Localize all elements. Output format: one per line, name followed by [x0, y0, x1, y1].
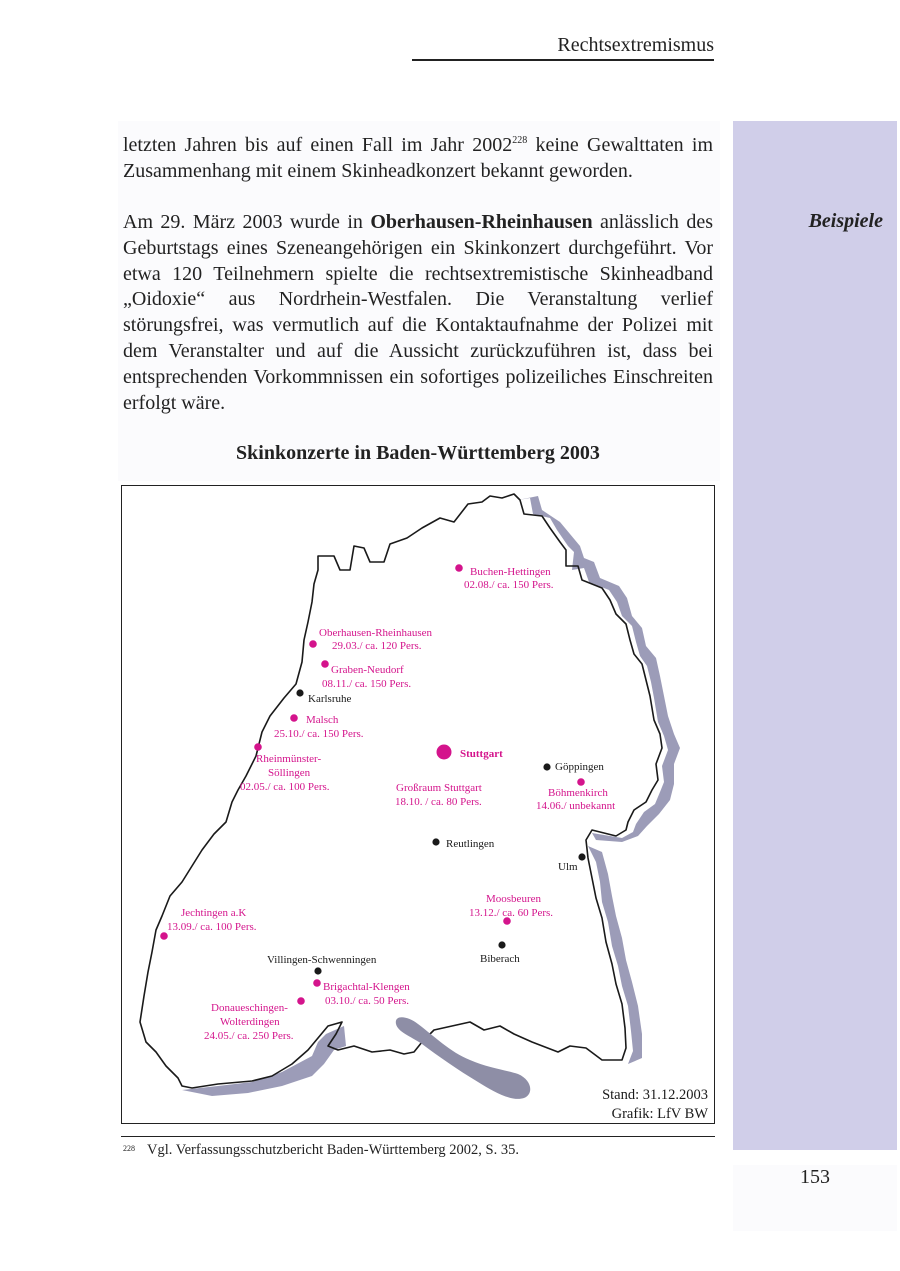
concert-detail: 13.09./ ca. 100 Pers.: [167, 921, 257, 933]
concert-name: Moosbeuren: [486, 893, 541, 905]
concert-name-line-1: Rheinmünster-: [256, 753, 322, 765]
concert-detail: 08.11./ ca. 150 Pers.: [322, 678, 412, 690]
concert-detail: 13.12./ ca. 60 Pers.: [469, 907, 554, 919]
city-label: Villingen-Schwenningen: [267, 954, 377, 966]
concert-jechtingen[interactable]: [160, 907, 257, 940]
concert-detail: 29.03./ ca. 120 Pers.: [332, 640, 422, 652]
paragraph-2-bold-place: Oberhausen-Rheinhausen: [370, 211, 593, 233]
footnote-rule: [121, 1136, 715, 1137]
concert-dot: [160, 932, 168, 940]
paragraph-1-text-a: letzten Jahren bis auf einen Fall im Jahr 2002: [123, 134, 513, 156]
city-label: Ulm: [558, 861, 578, 873]
concert-boehmenkirch[interactable]: [536, 778, 615, 812]
paragraph-1-text-b: keine Gewalttaten im Zusammenhang mit einem Skinheadkonzert bekannt geworden.: [123, 134, 714, 182]
concert-detail: 24.05./ ca. 250 Pers.: [204, 1030, 294, 1042]
concert-grossraum-stuttgart[interactable]: [395, 782, 482, 808]
concert-graben-neudorf[interactable]: [321, 660, 411, 690]
concert-name: Malsch: [306, 714, 339, 726]
footnote-ref[interactable]: 228: [512, 135, 528, 146]
concert-rheinmuenster-soellingen[interactable]: [240, 743, 330, 793]
concert-dot: [455, 564, 463, 572]
concert-buchen-hettingen[interactable]: [455, 564, 554, 591]
concert-name: Buchen-Hettingen: [470, 566, 551, 578]
concert-name: Jechtingen a.K: [181, 907, 247, 919]
concert-dot: [254, 743, 262, 751]
lake-bodensee: [396, 1017, 530, 1099]
city-dot: [314, 967, 321, 974]
city-karlsruhe: [296, 689, 351, 705]
concert-name: Brigachtal-Klengen: [323, 981, 410, 993]
city-dot: [437, 745, 452, 760]
concert-dot: [321, 660, 329, 668]
city-reutlingen: [432, 838, 494, 850]
city-ulm: [558, 853, 586, 873]
concert-name: Graben-Neudorf: [331, 664, 404, 676]
city-goeppingen: [543, 761, 604, 773]
concert-name: Großraum Stuttgart: [396, 782, 482, 794]
page-number: 153: [800, 1166, 830, 1188]
sidebar-band: [733, 121, 897, 1150]
concert-moosbeuren[interactable]: [469, 893, 553, 925]
concert-dot: [297, 997, 305, 1005]
concert-name: Böhmenkirch: [548, 787, 608, 799]
city-label: Reutlingen: [446, 838, 495, 850]
city-label: Biberach: [480, 953, 520, 965]
paragraph-2-text-a: Am 29. März 2003 wurde in: [123, 211, 371, 233]
concert-detail: 25.10./ ca. 150 Pers.: [274, 728, 364, 740]
concert-name: Oberhausen-Rheinhausen: [319, 627, 433, 639]
city-dot: [578, 853, 585, 860]
concert-donaueschingen-wolterdingen[interactable]: [204, 997, 305, 1042]
city-dot: [498, 941, 505, 948]
footnote-number: 228: [123, 1144, 135, 1153]
footnote-text: Vgl. Verfassungsschutzbericht Baden-Württemberg 2002, S. 35.: [147, 1142, 519, 1158]
city-biberach: [480, 941, 520, 965]
paragraph-2-text-b: anlässlich des Geburtstags eines Szeneangehörigen ein Skinkonzert durchgeführt. Vor etwa 120 Teilnehmern spielte die rechtsextremistische Skinheadband „Oidoxie“ aus Nordrhein-Westfalen. Die Veranstaltung verlief störungsfrei, was vermutlich auf die Kontaktaufnahme der Polizei mit dem Veranstalter und auf die Aussicht zurückzuführen ist, dass bei entsprechenden Vorkommnissen ein sofortiges polizeiliches Einschreiten erfolgt wäre.: [123, 211, 713, 414]
concert-oberhausen-rheinhausen[interactable]: [309, 627, 432, 652]
map-figure: [121, 485, 715, 1124]
concert-brigachtal-klengen[interactable]: [313, 979, 410, 1007]
paragraph-2: [123, 210, 713, 416]
city-villingen: [267, 954, 377, 975]
running-header: Rechtsextremismus: [557, 34, 714, 56]
map-grafik: Grafik: LfV BW: [611, 1106, 708, 1122]
concert-name-line-2: Wolterdingen: [220, 1016, 280, 1028]
concert-dot: [309, 640, 317, 648]
concert-dot: [290, 714, 298, 722]
city-dot: [432, 838, 439, 845]
city-label: Karlsruhe: [308, 693, 352, 705]
concert-dot: [577, 778, 585, 786]
concert-detail: 18.10. / ca. 80 Pers.: [395, 796, 482, 808]
concert-detail: 14.06./ unbekannt: [536, 800, 616, 812]
sidebar-label: Beispiele: [808, 210, 883, 232]
city-stuttgart[interactable]: [437, 745, 504, 761]
city-dot: [543, 763, 550, 770]
city-dot: [296, 689, 303, 696]
concert-detail: 02.05./ ca. 100 Pers.: [240, 781, 330, 793]
map-stand: Stand: 31.12.2003: [602, 1087, 708, 1103]
concert-dot: [313, 979, 321, 987]
concert-name-line-2: Söllingen: [268, 767, 311, 779]
map-caption: Skinkonzerte in Baden-Württemberg 2003: [236, 442, 600, 464]
concert-detail: 02.08./ ca. 150 Pers.: [464, 579, 554, 591]
city-label: Göppingen: [555, 761, 604, 773]
state-shadow-east: [588, 846, 642, 1064]
map-svg: [122, 486, 714, 1123]
concert-name-line-1: Donaueschingen-: [211, 1002, 288, 1014]
concert-malsch[interactable]: [274, 714, 364, 740]
city-label: Stuttgart: [460, 748, 503, 760]
header-rule: [412, 59, 714, 61]
paragraph-1: [123, 133, 713, 185]
concert-detail: 03.10./ ca. 50 Pers.: [325, 995, 410, 1007]
